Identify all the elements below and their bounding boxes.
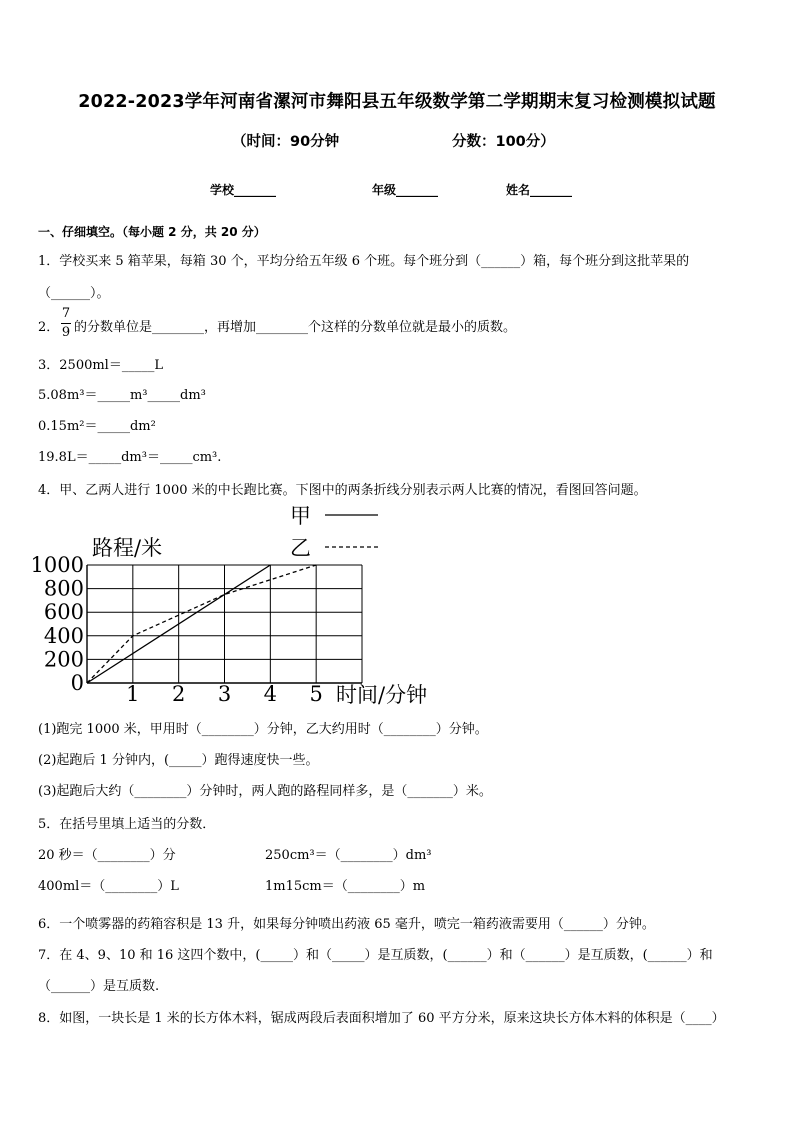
y-axis-label: 路程/米 [92, 536, 163, 560]
y-tick-label: 600 [43, 600, 84, 625]
y-tick-label: 1000 [30, 553, 84, 577]
question-4-text: 4．甲、乙两人进行 1000 米的中长跑比赛。下图中的两条折线分别表示两人比赛的情况，看图回答问题。 [38, 483, 647, 498]
question-1-line-1: 1．学校买来 5 箱苹果，每箱 30 个，平均分给五年级 6 个班。每个班分到（______）箱，每个班分到这批苹果的 [38, 254, 690, 269]
chart-series [87, 565, 316, 683]
x-tick-label: 2 [171, 682, 186, 706]
question-5-text: 5．在括号里填上适当的分数． [38, 817, 216, 832]
y-tick-labels [31, 553, 84, 695]
fraction-numerator: 7 [61, 306, 71, 321]
question-5-a: 20 秒＝（________）分 [38, 848, 176, 863]
name-field[interactable]: 姓名_______ [506, 183, 573, 197]
x-tick-label: 1 [126, 682, 140, 706]
x-tick-label: 3 [217, 682, 232, 706]
page-title: 2022-2023学年河南省漯河市舞阳县五年级数学第二学期期末复习检测模拟试题 [78, 92, 716, 112]
question-4-sub-2: (2)起跑后 1 分钟内，(_____）跑得速度快一些。 [38, 753, 319, 768]
question-3-line-1: 3．2500ml＝_____L [38, 358, 163, 373]
question-1-line-2: （______）。 [38, 286, 110, 301]
question-5-d: 1m15cm＝（________）m [265, 879, 426, 894]
question-5-c: 400ml＝（________）L [38, 879, 179, 894]
x-tick-labels [126, 682, 323, 706]
y-tick-label: 0 [70, 671, 84, 695]
question-6-text: 6．一个喷雾器的药箱容积是 13 升，如果每分钟喷出药液 65 毫升，喷完一箱药液需要用（______）分钟。 [38, 917, 655, 932]
grade-field[interactable]: 年级_______ [372, 183, 439, 197]
series-line-yi [87, 565, 316, 683]
y-tick-label: 200 [43, 647, 84, 672]
legend-label-jia: 甲 [290, 504, 311, 528]
legend-label-yi: 乙 [290, 536, 311, 560]
question-3-line-2: 5.08m³＝_____m³_____dm³ [38, 388, 206, 403]
x-tick-label: 5 [309, 682, 323, 706]
exam-score: 分数：100分） [452, 134, 555, 150]
chart-grid [87, 565, 362, 683]
question-7-line-2: （______）是互质数. [38, 979, 160, 994]
question-4-sub-1: (1)跑完 1000 米，甲用时（________）分钟，乙大约用时（________）分钟。 [38, 722, 488, 737]
x-tick-label: 4 [263, 682, 278, 706]
y-tick-label: 400 [43, 623, 84, 648]
fraction-denominator: 9 [61, 325, 71, 340]
x-axis-label: 时间/分钟 [336, 683, 428, 707]
question-7-line-1: 7．在 4、9、10 和 16 这四个数中，(_____）和（_____）是互质数，(______）和（______）是互质数，(______）和 [38, 948, 713, 963]
school-field[interactable]: 学校_______ [210, 183, 277, 197]
exam-time: （时间：90分钟 [232, 134, 340, 150]
section-heading: 一、仔细填空。（每小题 2 分，共 20 分） [38, 225, 266, 239]
question-4-sub-3: (3)起跑后大约（________）分钟时，两人跑的路程同样多，是（_______）米。 [38, 784, 492, 799]
question-2-text: 的分数单位是________，再增加________个这样的分数单位就是最小的质数。 [74, 320, 517, 335]
y-tick-label: 800 [43, 576, 84, 601]
question-5-b: 250cm³＝（________）dm³ [265, 848, 432, 863]
question-2-number: 2． [38, 320, 60, 335]
question-3-line-4: 19.8L＝_____dm³＝_____cm³. [38, 450, 222, 465]
question-8-text: 8．如图，一块长是 1 米的长方体木料，锯成两段后表面积增加了 60 平方分米，原来这块长方体木料的体积是（____） [38, 1011, 725, 1026]
question-3-line-3: 0.15m²＝_____dm² [38, 419, 156, 434]
